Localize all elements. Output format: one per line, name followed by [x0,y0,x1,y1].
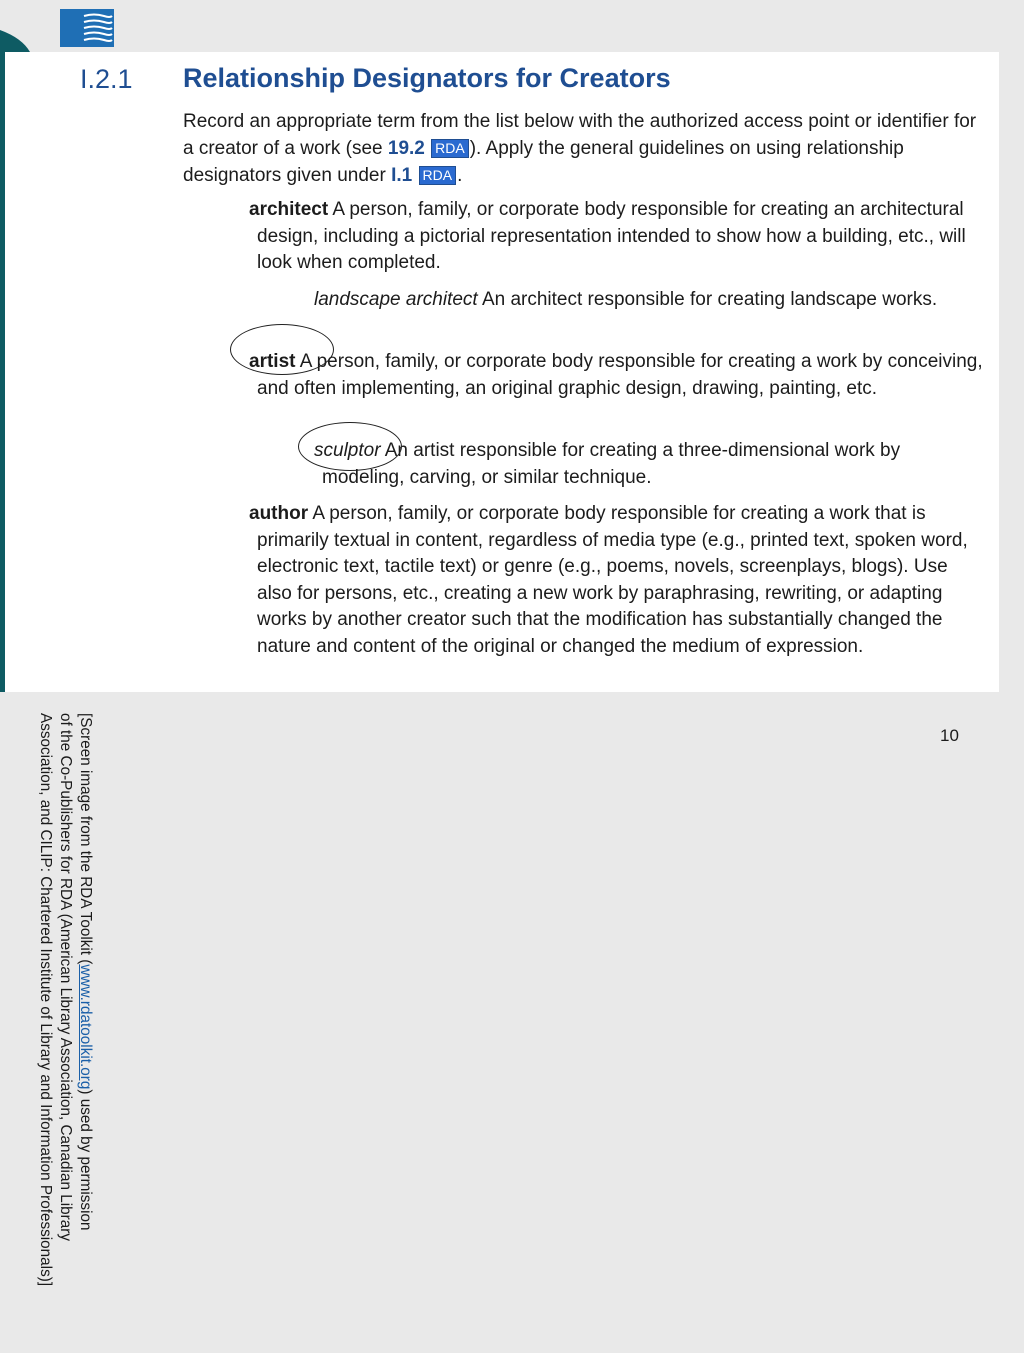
entry-author [249,501,987,660]
rda-badge-1[interactable]: RDA [431,139,469,158]
rdatoolkit-link[interactable]: www.rdatoolkit.org [77,964,94,1090]
book-waves-logo-icon [60,9,114,47]
permission-credit [25,713,95,1353]
term-landscape-architect: landscape architect [314,289,478,310]
credit-line-3: Association, and CILIP: Chartered Institute of Library and Information Professionals)] [37,713,54,1287]
circle-annotation-artist [230,324,334,375]
entry-artist [249,349,987,402]
definition-author: A person, family, or corporate body responsible for creating a work that is primarily textual in content, regardless of media type (e.g., printed text, spoken word, electronic text, tactile text) or genre (e.g., poems, novels, screenplays, blogs). Use also for persons, etc., creating a new work by paraphrasing, rewriting, or adapting works by another creator such that the modification has substantially changed the nature and content of the original or changed the medium of expression. [257,503,968,657]
ref-i-1-link[interactable]: I.1 [391,165,413,186]
circle-annotation-sculptor [298,422,402,471]
page-number: 10 [940,726,959,745]
definition-sculptor: An artist responsible for creating a three-dimensional work by modeling, carving, or similar technique. [322,440,901,488]
definition-architect: A person, family, or corporate body responsible for creating an architectural design, including a pictorial representation intended to show how a building, etc., will look when completed. [257,199,966,273]
term-artist: artist [249,351,296,372]
credit-line-1: [Screen image from the RDA Toolkit (www.rdatoolkit.org) used by permission [77,713,94,1231]
definition-landscape-architect: An architect responsible for creating landscape works. [477,289,938,310]
credit-line-2: of the Co-Publishers for RDA (American Library Association, Canadian Library [57,713,74,1241]
definition-artist: A person, family, or corporate body responsible for creating a work by conceiving, and often implementing, an original graphic design, drawing, painting, etc. [257,351,983,399]
term-sculptor: sculptor [314,440,381,461]
ref-19-2-link[interactable]: 19.2 [387,138,425,159]
entry-landscape-architect [314,287,962,314]
term-author: author [249,503,309,524]
rda-badge-2[interactable]: RDA [419,166,457,185]
entry-sculptor [314,438,962,491]
entry-architect [249,197,987,277]
intro-paragraph: Record an appropriate term from the list below with the authorized access point or identifier for a creator of a work (see 19.2 RDA ). Apply the general guidelines on using relationship designators given under I.1 RDA . [183,111,977,186]
term-architect: architect [249,199,329,220]
section-number: I.2.1 [80,64,133,94]
section-title: Relationship Designators for Creators [183,63,671,93]
